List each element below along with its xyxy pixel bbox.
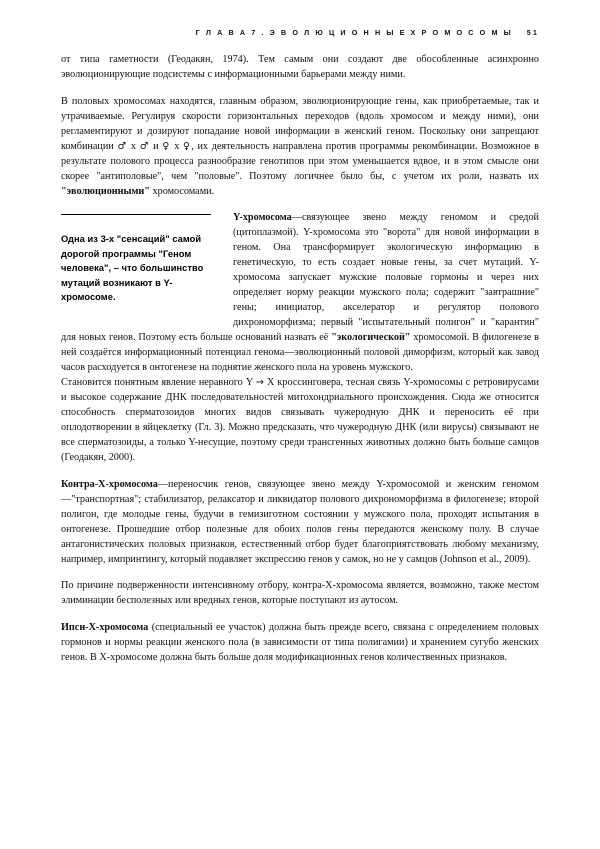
paragraph-5 [61,477,539,567]
paragraph-2-text-c: хромосомами. [149,185,215,197]
paragraph-2-text-b: , их деятельность направлена против программы рекомбинации. Возможное в результате полового процесса разнообразие генотипов при этом уменьшается вдвое, и в этом смысле они скорее "антиполовые", чем "половые". Поэтому логичнее было бы, с учетом их роли, назвать их [61,140,539,182]
emphasis-ecological: "экологической" [331,332,411,343]
paragraph-7 [61,620,539,665]
cross-operator-1: x [127,140,140,152]
cross-operator-2: x [170,140,184,152]
paragraph-3-text-a: —связующее звено между геномом и средой (цитоплазмой). Y-хромосома это "ворота" для новой информации в геном. Она трансформирует экологическую информацию в генетическую, то есть создает новые гены, за счет мутаций. Y-хромосома запускает мужские половые гормоны и через них определяет норму реакции мужского пола; содержит "завтрашние" гены; инициатор, акселератор и регулятор полового дихрономорфизма; первый "испытательный полигон" и "карантин" для новых генов. Поэтому есть больше оснований назвать её [61,212,539,343]
page-number: 51 [526,28,539,37]
paragraph-4-text-b: X кроссинговера, тесная связь Y-хромосомы с ретровирусами и высокое содержание ДНК последовательностей митохондриального происхождения. Сюда же относится способность сперматозоидов многих видов связывать чужеродную ДНК и переносить её при оплодотворении в яйцеклетку (Гл. 3). Можно предсказать, что чужеродную ДНК (или вирусы) связывают не все сперматозоиды, а только Y-несущие, поэтому среди трансгенных животных должно быть больше самцов (Геодакян, 2000). [61,377,539,463]
paragraph-5-text: —переносчик генов, связующее звено между Y-хромосомой и женским геномом—"транспортная"; стабилизатор, релаксатор и ликвидатор полового дихрономорфизма в филогенезе; второй полигон, где молодые гены, будучи в гемизиготном состоянии у мужского пола, проходят испытания в онтогенезе. Прошедшие отбор полезные для обоих полов гены передаются женскому полу. В случае антагонистических половых признаков, естественный отбор будет благоприятствовать любому механизму, например, импринтингу, который подавляет экспрессию генов у самок, но не у самцов (Johnson et al., 2009). [61,478,539,565]
paragraph-7-text: (специальный ее участок) должна быть прежде всего, связана с определением половых гормонов и нормы реакции женского пола (в зависимости от типа полигамии) и хранением сугубо женских генов. В Х-хромосоме должна быть больше доля модификационных генов количественных признаков. [61,621,539,663]
mars-symbol-1: ♂ [117,140,128,152]
right-arrow-icon: → [255,377,264,388]
emphasis-evolutionary: "эволюционными" [61,185,150,197]
paragraph-2 [61,94,539,199]
paragraph-2-text-a: В половых хромосомах находятся, главным образом, эволюционирующие гены, как приобретаемые, так и утрачиваемые. Регулируя скорости горизонтальных переходов (вдоль хромосом и между ними), они регламентируют и дозируют попадание новой информации в женский геном. Поскольку они запрещают комбинации [61,95,539,152]
mars-symbol-2: ♂ [139,140,150,152]
paragraph-6: По причине подверженности интенсивному отбору, контра-Х-хромосома является, возможно, также местом элиминации бесполезных или вредных генов, которые поступают из аутосом. [61,580,539,606]
term-contra-x-chromosome: Контра-Х-хромосома [61,478,158,490]
paragraph-3-text-b: хромосомой. В филогенезе в ней создаётся информационный потенциал генома—эволюционный половой диморфизм, который как завод часов расходуется в онтогенезе на поднятие женского пола на уровень мужского. [61,332,539,373]
running-head-chapter-title: Г Л А В А 7 . Э В О Л Ю Ц И О Н Н Ы Е Х Р О М О С О М Ы [195,28,513,37]
paragraph-4 [61,375,539,465]
running-head [61,28,539,37]
term-ipsi-x-chromosome: Ипси-Х-хромосома [61,621,149,633]
paragraph-1: от типа гаметности (Геодакян, 1974). Тем самым они создают две обособленные асинхронно эволюционирующие подсистемы с информационными барьерами между ними. [61,54,539,80]
venus-symbol-2: ♀ [183,140,192,152]
paragraph-2-conjunction: и [149,140,163,152]
pull-quote-box: Одна из 3-х "сенсаций" самой дорогой программы "Геном человека", – что большинство мутаций возникают в Y-хромосоме. [61,214,211,315]
text-column [61,52,539,665]
callout-and-paragraph-3 [61,210,539,375]
term-y-chromosome: Y-хромосома [233,212,292,223]
paragraph-4-text-a: Становится понятным явление неравного Y [61,377,256,388]
venus-symbol-1: ♀ [162,140,171,152]
